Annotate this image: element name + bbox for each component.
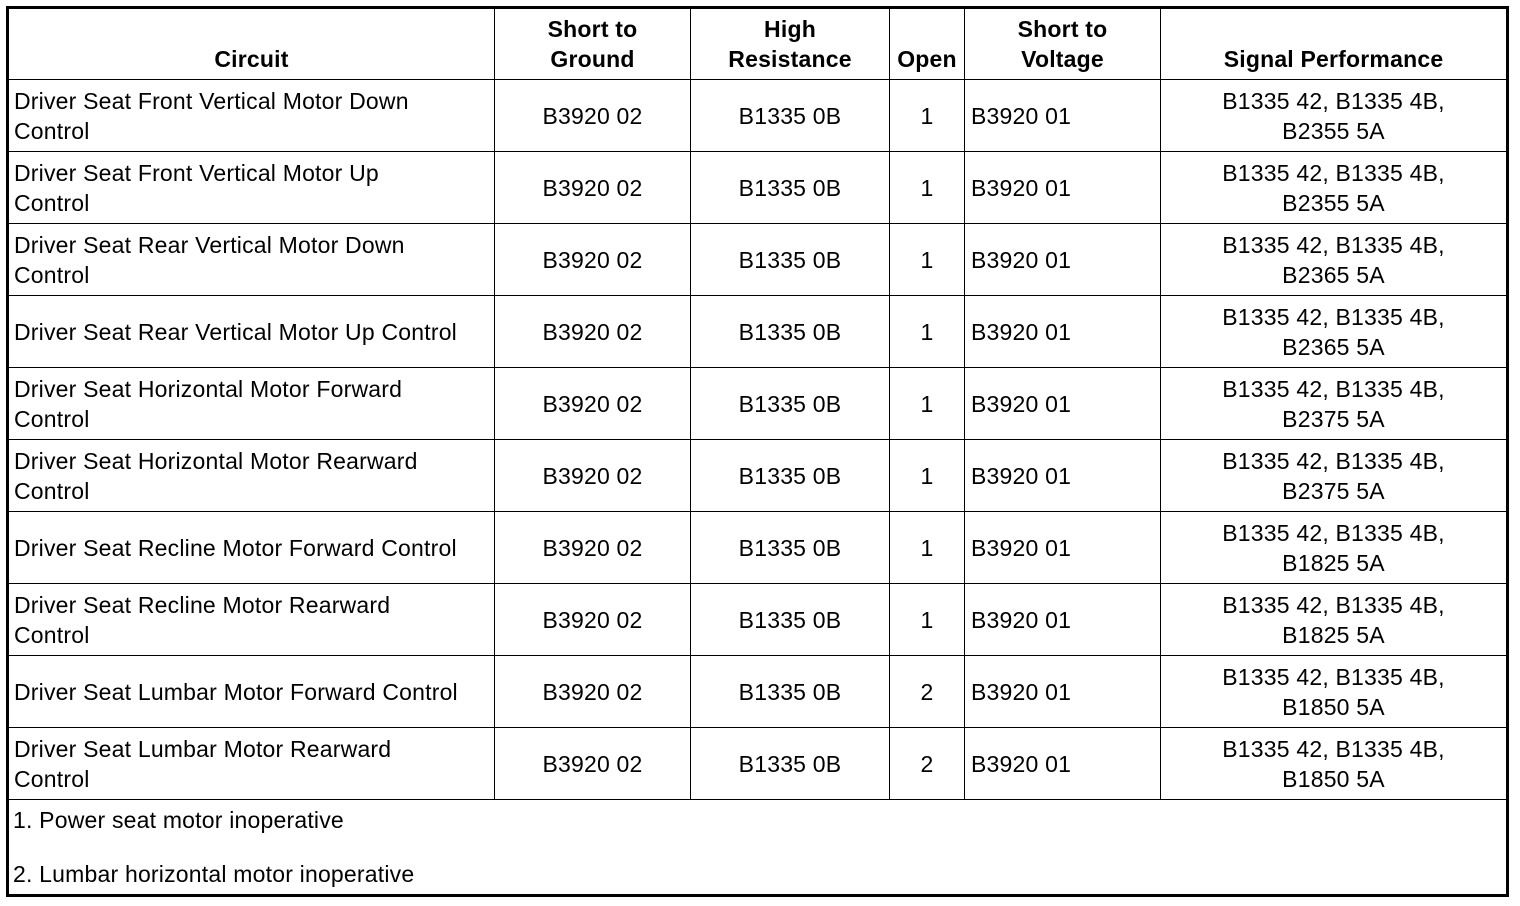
cell-signal-performance-line: B1335 42, B1335 4B, — [1222, 303, 1445, 330]
header-short-to-voltage — [965, 8, 1161, 80]
header-open: Open — [890, 8, 965, 80]
cell-short-to-voltage: B3920 01 — [965, 656, 1161, 728]
cell-circuit-line: Control — [14, 261, 90, 288]
cell-short-to-ground: B3920 02 — [495, 656, 691, 728]
cell-circuit — [8, 584, 495, 656]
cell-short-to-voltage: B3920 01 — [965, 512, 1161, 584]
table-row — [8, 152, 1508, 224]
cell-short-to-ground: B3920 02 — [495, 368, 691, 440]
cell-high-resistance: B1335 0B — [691, 368, 890, 440]
cell-circuit-line: Driver Seat Recline Motor Rearward — [14, 591, 391, 618]
cell-short-to-ground: B3920 02 — [495, 584, 691, 656]
cell-circuit — [8, 152, 495, 224]
cell-short-to-voltage: B3920 01 — [965, 296, 1161, 368]
cell-open: 1 — [890, 80, 965, 152]
cell-short-to-voltage: B3920 01 — [965, 80, 1161, 152]
cell-signal-performance — [1161, 224, 1508, 296]
table-row — [8, 728, 1508, 800]
cell-short-to-voltage: B3920 01 — [965, 440, 1161, 512]
table-row — [8, 512, 1508, 584]
cell-signal-performance — [1161, 368, 1508, 440]
cell-circuit-line: Driver Seat Rear Vertical Motor Up Control — [14, 318, 457, 345]
cell-high-resistance: B1335 0B — [691, 656, 890, 728]
cell-signal-performance-line: B1335 42, B1335 4B, — [1222, 663, 1445, 690]
note-spacer — [13, 835, 1502, 859]
cell-open: 2 — [890, 728, 965, 800]
cell-high-resistance: B1335 0B — [691, 728, 890, 800]
table-row — [8, 656, 1508, 728]
cell-short-to-voltage: B3920 01 — [965, 368, 1161, 440]
cell-short-to-ground: B3920 02 — [495, 440, 691, 512]
cell-signal-performance — [1161, 584, 1508, 656]
cell-signal-performance-line: B1335 42, B1335 4B, — [1222, 87, 1445, 114]
header-high-resistance-line-1: High — [764, 16, 816, 42]
cell-signal-performance-line: B2375 5A — [1282, 477, 1385, 504]
cell-circuit — [8, 512, 495, 584]
cell-signal-performance-line: B1825 5A — [1282, 549, 1385, 576]
table-row — [8, 368, 1508, 440]
table-row — [8, 80, 1508, 152]
cell-signal-performance-line: B1335 42, B1335 4B, — [1222, 375, 1445, 402]
cell-circuit-line: Control — [14, 477, 90, 504]
cell-signal-performance-line: B2355 5A — [1282, 117, 1385, 144]
header-short-to-ground-line-2: Ground — [550, 46, 635, 72]
cell-circuit-line: Control — [14, 117, 90, 144]
cell-short-to-voltage: B3920 01 — [965, 728, 1161, 800]
notes-row — [8, 800, 1508, 896]
cell-short-to-ground: B3920 02 — [495, 224, 691, 296]
cell-open: 1 — [890, 368, 965, 440]
cell-circuit-line: Driver Seat Lumbar Motor Rearward — [14, 735, 392, 762]
cell-high-resistance: B1335 0B — [691, 80, 890, 152]
cell-signal-performance — [1161, 656, 1508, 728]
cell-signal-performance-line: B1335 42, B1335 4B, — [1222, 159, 1445, 186]
cell-signal-performance — [1161, 80, 1508, 152]
cell-circuit — [8, 296, 495, 368]
cell-signal-performance-line: B1335 42, B1335 4B, — [1222, 519, 1445, 546]
cell-circuit-line: Driver Seat Horizontal Motor Forward — [14, 375, 403, 402]
cell-circuit-line: Control — [14, 189, 90, 216]
cell-high-resistance: B1335 0B — [691, 512, 890, 584]
cell-signal-performance-line: B1335 42, B1335 4B, — [1222, 447, 1445, 474]
cell-circuit — [8, 224, 495, 296]
header-circuit: Circuit — [8, 8, 495, 80]
cell-signal-performance-line: B2365 5A — [1282, 261, 1385, 288]
cell-signal-performance-line: B2365 5A — [1282, 333, 1385, 360]
cell-signal-performance-line: B1335 42, B1335 4B, — [1222, 735, 1445, 762]
cell-circuit-line: Driver Seat Front Vertical Motor Up — [14, 159, 379, 186]
cell-open: 1 — [890, 296, 965, 368]
note-1: 1. Power seat motor inoperative — [13, 807, 344, 833]
cell-signal-performance-line: B2355 5A — [1282, 189, 1385, 216]
table-row — [8, 584, 1508, 656]
header-short-to-voltage-line-1: Short to — [1017, 16, 1108, 42]
cell-open: 1 — [890, 224, 965, 296]
table-row — [8, 440, 1508, 512]
table-row — [8, 296, 1508, 368]
cell-signal-performance — [1161, 152, 1508, 224]
cell-short-to-voltage: B3920 01 — [965, 152, 1161, 224]
diagnostic-table — [6, 6, 1509, 897]
cell-signal-performance — [1161, 512, 1508, 584]
table-body — [8, 80, 1508, 896]
cell-circuit-line: Control — [14, 621, 90, 648]
cell-short-to-voltage: B3920 01 — [965, 584, 1161, 656]
cell-high-resistance: B1335 0B — [691, 440, 890, 512]
cell-signal-performance-line: B1335 42, B1335 4B, — [1222, 231, 1445, 258]
cell-circuit — [8, 368, 495, 440]
cell-circuit-line: Driver Seat Horizontal Motor Rearward — [14, 447, 418, 474]
cell-circuit-line: Driver Seat Front Vertical Motor Down — [14, 87, 409, 114]
cell-signal-performance-line: B1850 5A — [1282, 765, 1385, 792]
header-high-resistance-line-2: Resistance — [728, 46, 852, 72]
cell-signal-performance-line: B1850 5A — [1282, 693, 1385, 720]
cell-short-to-ground: B3920 02 — [495, 80, 691, 152]
table-row — [8, 224, 1508, 296]
note-2: 2. Lumbar horizontal motor inoperative — [13, 861, 415, 887]
cell-circuit-line: Driver Seat Lumbar Motor Forward Control — [14, 678, 458, 705]
cell-circuit-line: Control — [14, 405, 90, 432]
cell-circuit — [8, 656, 495, 728]
cell-signal-performance-line: B2375 5A — [1282, 405, 1385, 432]
header-high-resistance — [691, 8, 890, 80]
header-row — [8, 8, 1508, 80]
header-signal-performance: Signal Performance — [1161, 8, 1508, 80]
cell-high-resistance: B1335 0B — [691, 152, 890, 224]
header-short-to-ground — [495, 8, 691, 80]
cell-signal-performance-line: B1335 42, B1335 4B, — [1222, 591, 1445, 618]
cell-circuit-line: Control — [14, 765, 90, 792]
cell-circuit — [8, 728, 495, 800]
notes-cell — [8, 800, 1508, 896]
header-short-to-ground-line-1: Short to — [547, 16, 638, 42]
cell-signal-performance — [1161, 440, 1508, 512]
cell-open: 1 — [890, 584, 965, 656]
cell-open: 1 — [890, 440, 965, 512]
cell-short-to-ground: B3920 02 — [495, 152, 691, 224]
header-short-to-voltage-line-2: Voltage — [1021, 46, 1104, 72]
cell-short-to-ground: B3920 02 — [495, 512, 691, 584]
cell-circuit — [8, 80, 495, 152]
cell-circuit-line: Driver Seat Recline Motor Forward Control — [14, 534, 457, 561]
cell-short-to-ground: B3920 02 — [495, 728, 691, 800]
cell-high-resistance: B1335 0B — [691, 296, 890, 368]
cell-high-resistance: B1335 0B — [691, 224, 890, 296]
cell-circuit-line: Driver Seat Rear Vertical Motor Down — [14, 231, 405, 258]
cell-open: 2 — [890, 656, 965, 728]
cell-short-to-voltage: B3920 01 — [965, 224, 1161, 296]
cell-high-resistance: B1335 0B — [691, 584, 890, 656]
cell-signal-performance — [1161, 728, 1508, 800]
cell-signal-performance — [1161, 296, 1508, 368]
cell-circuit — [8, 440, 495, 512]
cell-open: 1 — [890, 152, 965, 224]
cell-open: 1 — [890, 512, 965, 584]
cell-signal-performance-line: B1825 5A — [1282, 621, 1385, 648]
cell-short-to-ground: B3920 02 — [495, 296, 691, 368]
